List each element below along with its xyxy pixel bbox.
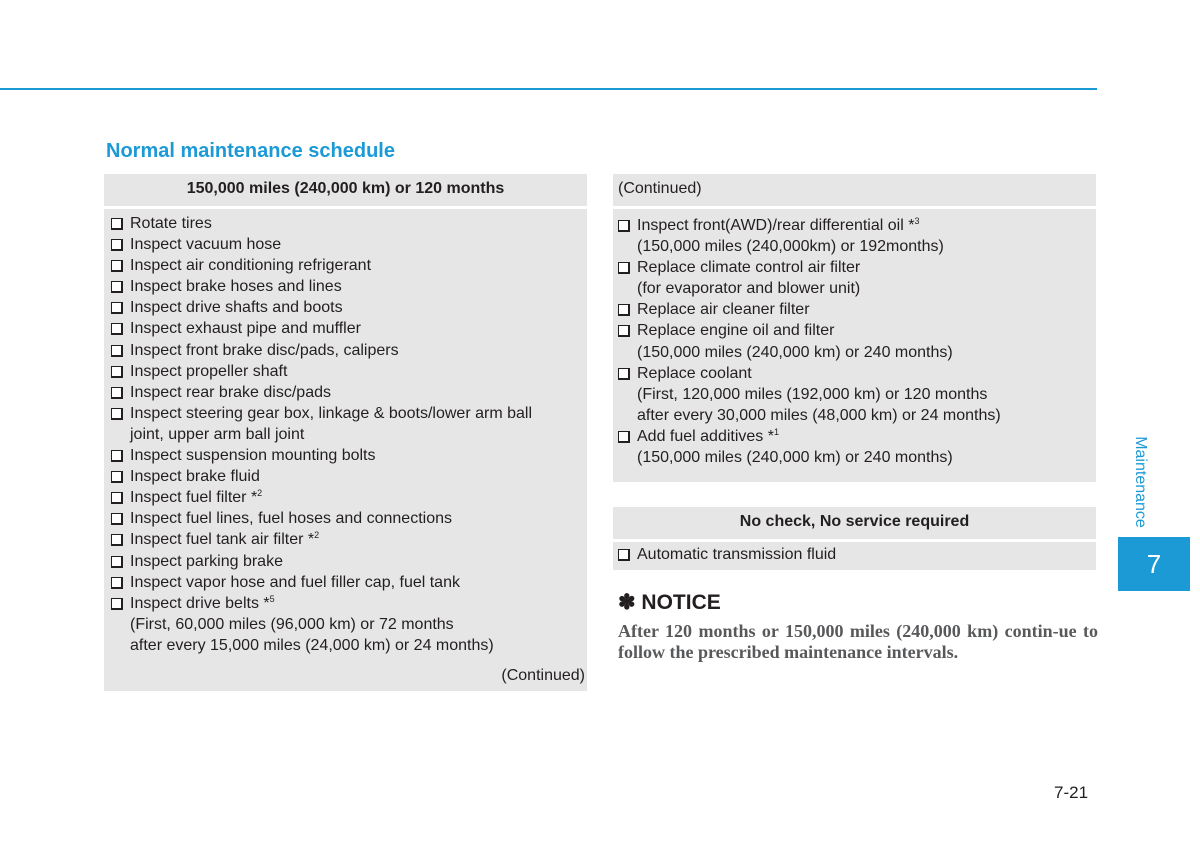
no-check-box — [613, 507, 1096, 570]
checklist-item — [111, 382, 583, 403]
checklist-item-text: Replace engine oil and filter — [637, 322, 835, 340]
checklist-item — [111, 593, 583, 656]
side-tab-label-text: Maintenance — [1132, 436, 1149, 528]
checkbox-icon — [111, 598, 122, 609]
chapter-tab: 7 — [1118, 537, 1190, 591]
checklist-item-text: Inspect vacuum hose — [130, 236, 282, 254]
checklist-item — [618, 544, 1092, 565]
checkbox-icon — [111, 450, 122, 461]
checklist-item — [111, 234, 583, 255]
checklist-item-detail: (First, 60,000 miles (96,000 km) or 72 months — [130, 615, 454, 633]
checklist-item-text: Inspect drive shafts and boots — [130, 299, 343, 317]
continued-label: (Continued) — [501, 667, 585, 684]
header-divider — [613, 206, 1096, 209]
schedule-box-left — [104, 174, 587, 691]
page-number: 7-21 — [1054, 783, 1089, 802]
checklist-item — [618, 320, 1092, 362]
checklist-item-text: Inspect propeller shaft — [130, 362, 288, 380]
checklist-item-text: Replace coolant — [637, 364, 752, 382]
checklist-item-detail: (150,000 miles (240,000 km) or 240 months) — [637, 449, 953, 467]
checkbox-icon — [111, 281, 122, 292]
checklist-item — [111, 508, 583, 529]
checklist-item-detail: after every 30,000 miles (48,000 km) or 24 months) — [637, 406, 1001, 424]
checkbox-icon — [111, 513, 122, 524]
checkbox-icon — [111, 471, 122, 482]
checklist-item-text: Rotate tires — [130, 215, 212, 232]
footnote-marker: 3 — [914, 216, 920, 226]
checklist-item-text: Inspect front brake disc/pads, calipers — [130, 341, 399, 359]
checklist-item-text: Inspect front(AWD)/rear differential oil * — [637, 217, 915, 234]
left-checklist — [111, 213, 583, 656]
footnote-marker: 2 — [314, 530, 320, 541]
continued-label: (Continued) — [618, 180, 702, 197]
checklist-item-text: Inspect parking brake — [130, 552, 283, 570]
side-tab-label — [1126, 430, 1154, 534]
notice-text: After 120 months or 150,000 miles (240,000 km) contin-ue to follow the prescribed maintenance intervals. — [618, 621, 1098, 662]
checkbox-icon — [111, 577, 122, 588]
checkbox-icon — [111, 366, 122, 377]
checklist-item-text: Inspect rear brake disc/pads — [130, 383, 331, 401]
checkbox-icon — [111, 239, 122, 250]
header-divider — [613, 539, 1096, 542]
footnote-marker: 5 — [269, 593, 275, 604]
checklist-item — [111, 572, 583, 593]
checklist-item-text: Inspect drive belts * — [130, 594, 270, 612]
notice-title: ✽ NOTICE — [618, 591, 721, 614]
footnote-marker: 2 — [257, 488, 263, 499]
checklist-item-text: Inspect exhaust pipe and muffler — [130, 320, 361, 338]
checkbox-icon — [111, 345, 122, 356]
right-checklist — [618, 215, 1092, 468]
checklist-item-detail: (First, 120,000 miles (192,000 km) or 120 months — [637, 385, 988, 403]
checkbox-icon — [111, 260, 122, 271]
checkbox-icon — [618, 262, 629, 273]
checkbox-icon — [111, 218, 122, 229]
checklist-item — [618, 299, 1092, 320]
checkbox-icon — [111, 556, 122, 567]
checkbox-icon — [618, 325, 629, 336]
checklist-item — [111, 445, 583, 466]
checkbox-icon — [111, 323, 122, 334]
checklist-item — [111, 466, 583, 487]
checklist-item — [111, 297, 583, 318]
checklist-item-text: Automatic transmission fluid — [637, 546, 837, 563]
checkbox-icon — [618, 549, 629, 560]
checklist-item-text: Inspect steering gear box, linkage & boots/lower arm ball — [130, 404, 532, 422]
checklist-item-text: Inspect vapor hose and fuel filler cap, fuel tank — [130, 573, 460, 591]
checklist-item — [111, 318, 583, 339]
checklist-item — [111, 487, 583, 508]
section-title: Normal maintenance schedule — [106, 140, 395, 162]
checkbox-icon — [618, 220, 629, 231]
checkbox-icon — [111, 534, 122, 545]
checklist-item — [111, 403, 583, 445]
checklist-item-text: Inspect suspension mounting bolts — [130, 447, 376, 465]
checklist-item-text: Inspect fuel filter * — [130, 489, 258, 507]
checkbox-icon — [111, 302, 122, 313]
header-divider — [104, 206, 587, 209]
checklist-item — [618, 426, 1092, 468]
checklist-item-text: Inspect fuel tank air filter * — [130, 531, 315, 549]
top-rule — [0, 88, 1097, 90]
checkbox-icon — [618, 368, 629, 379]
checkbox-icon — [618, 304, 629, 315]
checklist-item — [111, 551, 583, 572]
checklist-item-text: Replace climate control air filter — [637, 259, 861, 277]
checklist-item — [111, 255, 583, 276]
checkbox-icon — [111, 492, 122, 503]
checklist-item-text: Add fuel additives * — [637, 427, 774, 445]
checklist-item-text: Replace air cleaner filter — [637, 301, 810, 319]
no-check-checklist — [618, 544, 1092, 565]
checklist-item — [111, 213, 583, 234]
checklist-item-text: Inspect air conditioning refrigerant — [130, 257, 372, 275]
checkbox-icon — [111, 408, 122, 419]
checkbox-icon — [111, 387, 122, 398]
checklist-item — [111, 361, 583, 382]
checklist-item — [618, 257, 1092, 299]
checklist-item-text: Inspect fuel lines, fuel hoses and connections — [130, 510, 452, 528]
schedule-header: 150,000 miles (240,000 km) or 120 months — [186, 180, 505, 197]
checklist-item — [111, 529, 583, 550]
checklist-item — [618, 363, 1092, 426]
checklist-item-detail: (150,000 miles (240,000 km) or 240 months) — [637, 343, 953, 361]
schedule-box-right — [613, 174, 1096, 482]
checklist-item-detail: joint, upper arm ball joint — [130, 425, 305, 443]
checklist-item — [618, 215, 1092, 257]
checkbox-icon — [618, 431, 629, 442]
checklist-item-text: Inspect brake hoses and lines — [130, 278, 342, 296]
checklist-item-detail: (for evaporator and blower unit) — [637, 280, 861, 298]
checklist-item-detail: (150,000 miles (240,000km) or 192months) — [637, 238, 944, 256]
footnote-marker: 1 — [773, 426, 779, 437]
checklist-item-text: Inspect brake fluid — [130, 468, 260, 486]
checklist-item-detail: after every 15,000 miles (24,000 km) or 24 months) — [130, 636, 494, 654]
no-check-header: No check, No service required — [739, 513, 970, 530]
checklist-item — [111, 340, 583, 361]
checklist-item — [111, 276, 583, 297]
